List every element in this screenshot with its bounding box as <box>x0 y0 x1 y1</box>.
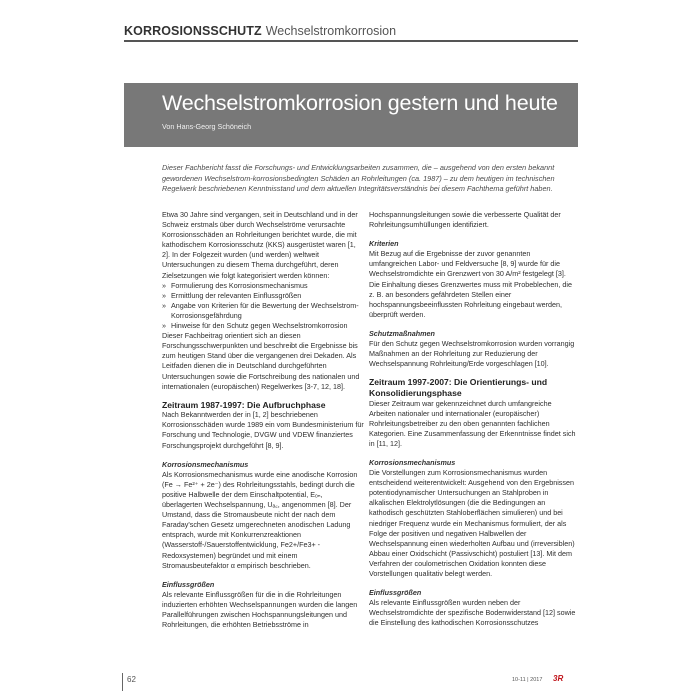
body-paragraph: Als relevante Einflussgrößen für die in die Rohrleitungen induzierten erhöhten Wechselspannungen wurden die langen Parallelführungen zwischen Hochspannungsleitungen und Rohrleitungen, die erhöhten Betriebsströme in <box>162 589 358 630</box>
publisher-logo: 3R <box>553 674 564 683</box>
list-item: » Ermittlung der relevanten Einflussgrößen <box>162 291 364 301</box>
body-paragraph: Die Vorstellungen zum Korrosionsmechanismus wurden entscheidend weiterentwickelt: Ausgehend von den Ergebnissen potentiodynamischer Untersuchungen an Stahlproben in alkalischen Elektrolytlösungen (die die Bedingungen an kathodisch geschützten Stahloberflächen simulieren) und bei niedriger Frequenz wurde ein Mechanismus formuliert, der als Folge der positiven und negativen Halbwellen der Wechselspannung einen wiederholten Aufbau und (irreversiblen) Abbau einer Oxidschicht (Passivschicht) postuliert [13]. Mit dem Verfahren der coulometrischen Oxidation konnten diese Vorstellungen qualitativ belegt werden. <box>369 468 575 578</box>
subheading: Kriterien <box>369 239 399 249</box>
topic-label: Wechselstromkorrosion <box>265 24 397 38</box>
list-item: » Hinweise für den Schutz gegen Wechselstromkorrosion <box>162 321 364 331</box>
page-number: 62 <box>127 675 136 684</box>
section-heading: Zeitraum 1997-2007: Die Orientierungs- und Konsolidierungsphase <box>369 377 548 398</box>
issue-label: 10-11 | 2017 <box>512 677 543 683</box>
intro-paragraph-2: Dieser Fachbeitrag orientiert sich an diesen Forschungsschwerpunkten und beschreibt die Ergebnisse bis zum heutigen Stand über die vergangenen drei Dekaden. Als Leitfaden dienen die in Deutschland durchgeführten Untersuchungen sowie die Fortschreibung des nationalen und internationalen (europäischen) Regelwerkes [3-7, 12, 18]. <box>162 331 360 391</box>
footer-rule <box>122 673 123 691</box>
body-paragraph: Mit Bezug auf die Ergebnisse der zuvor genannten umfangreichen Labor- und Feldversuche [8, 9] wurde für die Wechselstromdichte ein Grenzwert von 30 A/m² festgelegt [3]. Die Einhaltung dieses Grenzwertes muss mit Probeblechen, die z. B. an besonders gefährdeten Stellen einer hochspannungsbeeinflussten Rohrleitung eingebaut werden, überprüft werden. <box>369 249 572 319</box>
header-text <box>124 24 396 38</box>
subheading: Schutzmaßnahmen <box>369 328 435 338</box>
subheading: Korrosionsmechanismus <box>162 459 249 469</box>
subheading: Einflussgrößen <box>162 579 215 589</box>
subheading: Korrosionsmechanismus <box>369 457 456 467</box>
intro-paragraph: Etwa 30 Jahre sind vergangen, seit in Deutschland und in der Schweiz erstmals über durch Wechselströme verursachte Korrosionsschäden an Rohrleitungen berichtet wurde, die mit kathodischem Korrosionsschutz (KKS) ausgerüstet waren [1, 2]. In der Folgezeit wurden (und werden) weltweit Untersuchungen zu diesem Thema durchgeführt, deren Zielsetzungen wie folgt kategorisiert werden können: <box>162 210 358 280</box>
article-author: Von Hans-Georg Schöneich <box>162 122 252 131</box>
section-heading: Zeitraum 1987-1997: Die Aufbruchphase <box>162 399 326 410</box>
page-footer <box>0 675 700 700</box>
body-paragraph: Hochspannungsleitungen sowie die verbesserte Qualität der Rohrleitungsumhüllungen identifiziert. <box>369 210 561 230</box>
title-banner <box>124 83 578 147</box>
list-item: » Formulierung des Korrosionsmechanismus <box>162 281 364 291</box>
left-column <box>162 210 364 630</box>
subheading: Einflussgrößen <box>369 588 422 598</box>
article-title: Wechselstromkorrosion gestern und heute <box>162 91 558 115</box>
body-paragraph: Nach Bekanntwerden der in [1, 2] beschriebenen Korrosionsschäden wurde 1989 ein vom Bundesministerium für Forschung und Technologie, DVGW und VDEW finanziertes Forschungsprojekt durchgeführt [8, 9]. <box>162 410 364 450</box>
article-abstract: Dieser Fachbericht fasst die Forschungs- und Entwicklungsarbeiten zusammen, die – ausgehend von den ersten bekannt gewordenen Wechselstrom-korrosionsbedingten Schäden an Rohrleitungen (ca. 1987) – zu dem heutigen im technischen Regelwerk beschriebenen Kenntnisstand und dem aktuellen Integritätsverständnis bei diesem Fachthema geführt haben. <box>162 163 555 194</box>
body-paragraph: Für den Schutz gegen Wechselstromkorrosion wurden vorrangig Maßnahmen an der Rohrleitung zur Reduzierung der Wechselspannung Rohrleitung/Erde vorgeschlagen [10]. <box>369 339 575 369</box>
page-header <box>124 22 578 44</box>
list-item: » Angabe von Kriterien für die Bewertung der Wechselstrom-Korrosionsgefährdung <box>162 301 364 321</box>
right-column <box>369 210 578 628</box>
section-label: KORROSIONSSCHUTZ <box>124 24 262 38</box>
body-paragraph: Als relevante Einflussgrößen wurden neben der Wechselstromdichte der spezifische Bodenwiderstand [12] sowie die Einstellung des kathodischen Korrosionsschutzes <box>369 598 576 628</box>
body-paragraph: Als Korrosionsmechanismus wurde eine anodische Korrosion (Fe → Fe²⁺ + 2e⁻) des Rohrleitungsstahls, bedingt durch die positive Halbwelle der dem Einschaltpotential, Eₒₙ, überlagerten Wechselspannung, Uₐ꜀, angenommen [8]. Der Umstand, dass die Stromausbeute nicht der nach dem Faraday'schen Gesetz umgerechneten anodischen Ladung entsprach, wurde mit Konkurrenzreaktionen (Wasserstoff-/Sauerstoffentwicklung, Fe2+/Fe3+ - Redoxsystemen) begründet und mit einem Stromausbeutefaktor α empirisch beschrieben. <box>162 469 358 570</box>
body-paragraph: Dieser Zeitraum war gekennzeichnet durch umfangreiche Arbeiten nationaler und internationaler (europäischer) Rohrleitungsbetreiber zu den oben genannten fachlichen Kategorien. Eine Zusammenfassung der Erkenntnisse findet sich in [11, 12]. <box>369 398 576 448</box>
header-rule <box>124 40 578 42</box>
